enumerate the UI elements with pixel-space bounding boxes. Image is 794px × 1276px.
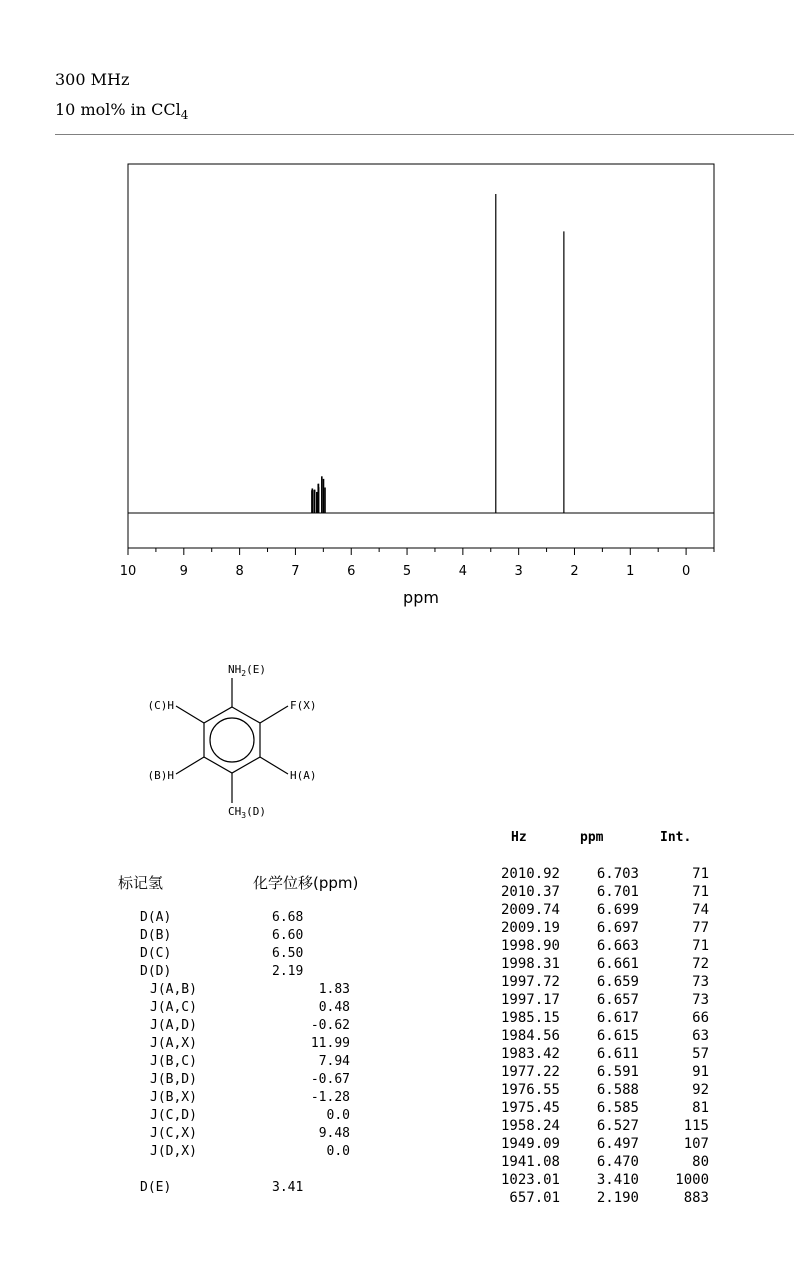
table-row: [440, 938, 720, 956]
hz-cell: 1997.72: [500, 974, 560, 990]
hz-cell: 1975.45: [500, 1100, 560, 1116]
coupling-row: [140, 1108, 380, 1126]
shift-row: [140, 910, 380, 928]
assignment-label: J(A,C): [150, 1000, 197, 1015]
coupling-row: [140, 1090, 380, 1108]
ppm-cell: 6.659: [596, 974, 639, 990]
coupling-row: [140, 1054, 380, 1072]
ppm-cell: 6.617: [596, 1010, 639, 1026]
ha-label: H(A): [290, 769, 317, 782]
hz-cell: 2010.92: [500, 866, 560, 882]
hz-cell: 1977.22: [500, 1064, 560, 1080]
intensity-cell: 66: [692, 1010, 709, 1026]
intensity-cell: 63: [692, 1028, 709, 1044]
assignment-value: 6.50: [272, 946, 304, 961]
solvent-subscript: 4: [180, 108, 189, 123]
intensity-cell: 73: [692, 992, 709, 1008]
hz-cell: 1941.08: [500, 1154, 560, 1170]
ch3-label: $CH_3(D)$: [228, 805, 266, 820]
ppm-cell: 6.591: [596, 1064, 639, 1080]
ppm-cell: 6.697: [596, 920, 639, 936]
label-header: 标记氢: [118, 874, 164, 892]
intensity-cell: 72: [692, 956, 709, 972]
table-row: [440, 902, 720, 920]
hb-label: (B)H: [147, 769, 174, 782]
shift-header: 化学位移(ppm): [253, 874, 359, 892]
x-tick-label: 9: [179, 564, 188, 579]
table-row: [440, 1136, 720, 1154]
table-row: [440, 866, 720, 884]
ppm-cell: 6.497: [596, 1136, 639, 1152]
x-tick-label: 6: [347, 564, 356, 579]
column-header-int: Int.: [660, 830, 692, 845]
hz-cell: 1983.42: [500, 1046, 560, 1062]
table-row: [440, 1118, 720, 1136]
table-row: [440, 884, 720, 902]
assignment-label: J(C,D): [150, 1108, 197, 1123]
assignment-label: J(A,X): [150, 1036, 197, 1051]
ppm-cell: 6.701: [596, 884, 639, 900]
intensity-cell: 81: [692, 1100, 709, 1116]
shift-assignment-table: [140, 910, 380, 1198]
assignment-value: 6.68: [272, 910, 304, 925]
bond-hc: [176, 706, 204, 723]
assignment-value: 11.99: [310, 1036, 350, 1051]
hz-cell: 1958.24: [500, 1118, 560, 1134]
hz-cell: 1023.01: [500, 1172, 560, 1188]
solvent-text: 10 mol% in CCl: [55, 100, 181, 119]
aromatic-circle: [210, 718, 254, 762]
assignment-value: 2.19: [272, 964, 304, 979]
benzene-ring: [204, 707, 260, 773]
assignment-value: 9.48: [318, 1126, 350, 1141]
assignment-value: 3.41: [272, 1180, 304, 1195]
ppm-cell: 6.615: [596, 1028, 639, 1044]
x-tick-label: 4: [458, 564, 467, 579]
coupling-row: [140, 1144, 380, 1162]
table-row: [440, 1064, 720, 1082]
intensity-cell: 74: [692, 902, 709, 918]
hz-cell: 2009.19: [500, 920, 560, 936]
ppm-cell: 2.190: [596, 1190, 639, 1206]
hc-label: (C)H: [147, 699, 174, 712]
ppm-cell: 6.588: [596, 1082, 639, 1098]
intensity-cell: 107: [683, 1136, 709, 1152]
assignment-label: J(A,B): [150, 982, 197, 997]
table-row: [440, 992, 720, 1010]
assignment-label: D(D): [140, 964, 172, 979]
x-tick-label: 2: [570, 564, 579, 579]
ppm-cell: 6.699: [596, 902, 639, 918]
intensity-cell: 883: [683, 1190, 709, 1206]
f-label: F(X): [290, 699, 317, 712]
ppm-cell: 6.527: [596, 1118, 639, 1134]
bond-f: [260, 706, 288, 723]
peak-list-table: [440, 866, 720, 1208]
intensity-cell: 71: [692, 938, 709, 954]
intensity-cell: 71: [692, 884, 709, 900]
table-row: [440, 920, 720, 938]
x-tick-label: 7: [291, 564, 300, 579]
hz-cell: 1976.55: [500, 1082, 560, 1098]
hz-cell: 2010.37: [500, 884, 560, 900]
hz-cell: 1998.90: [500, 938, 560, 954]
ppm-cell: 6.661: [596, 956, 639, 972]
assignment-value: 0.0: [326, 1108, 350, 1123]
assignment-label: J(B,X): [150, 1090, 197, 1105]
assignment-value: 1.83: [318, 982, 350, 997]
x-tick-label: 3: [514, 564, 523, 579]
table-row: [440, 1154, 720, 1172]
x-tick-label: 8: [235, 564, 244, 579]
assignment-label: J(C,X): [150, 1126, 197, 1141]
assignment-label: D(C): [140, 946, 172, 961]
x-tick-label: 5: [402, 564, 412, 579]
assignment-value: 0.48: [318, 1000, 350, 1015]
assignment-value: -0.67: [310, 1072, 350, 1087]
assignment-label: J(A,D): [150, 1018, 197, 1033]
table-row: [440, 956, 720, 974]
intensity-cell: 91: [692, 1064, 709, 1080]
x-tick-label: 1: [626, 564, 635, 579]
assignment-value: 6.60: [272, 928, 304, 943]
assignment-value: 7.94: [318, 1054, 350, 1069]
assignment-value: -1.28: [310, 1090, 350, 1105]
spectrometer-frequency: 300 MHz: [55, 70, 130, 89]
hz-cell: 1998.31: [500, 956, 560, 972]
shift-row: [140, 946, 380, 964]
table-row: [440, 1100, 720, 1118]
x-axis-label: ppm: [403, 588, 439, 607]
hz-cell: 657.01: [509, 1190, 560, 1206]
shift-row: [140, 928, 380, 946]
hz-cell: 1985.15: [500, 1010, 560, 1026]
intensity-cell: 80: [692, 1154, 709, 1170]
ppm-cell: 6.611: [596, 1046, 639, 1062]
shift-row: [140, 1180, 380, 1198]
x-tick-label: 0: [681, 564, 691, 579]
plot-frame: [128, 164, 714, 548]
coupling-row: [140, 1000, 380, 1018]
assignment-value: 0.0: [326, 1144, 350, 1159]
assignment-label: J(B,C): [150, 1054, 197, 1069]
table-row: [440, 1190, 720, 1208]
ppm-cell: 3.410: [596, 1172, 639, 1188]
bond-hb: [176, 757, 204, 774]
intensity-cell: 115: [683, 1118, 709, 1134]
ppm-cell: 6.585: [596, 1100, 639, 1116]
table-row: [440, 974, 720, 992]
intensity-cell: 57: [692, 1046, 709, 1062]
intensity-cell: 73: [692, 974, 709, 990]
nmr-spectrum-chart: [0, 0, 794, 620]
table-row: [440, 1082, 720, 1100]
intensity-cell: 77: [692, 920, 709, 936]
coupling-row: [140, 1072, 380, 1090]
column-header-hz: Hz: [511, 830, 527, 845]
hz-cell: 2009.74: [500, 902, 560, 918]
coupling-row: [140, 982, 380, 1000]
assignment-label: D(E): [140, 1180, 172, 1195]
assignment-value: -0.62: [310, 1018, 350, 1033]
x-tick-label: 10: [119, 564, 137, 579]
table-row: [440, 1046, 720, 1064]
ppm-cell: 6.703: [596, 866, 639, 882]
coupling-row: [140, 1126, 380, 1144]
assignment-label: J(B,D): [150, 1072, 197, 1087]
table-row: [440, 1028, 720, 1046]
assignment-label: D(B): [140, 928, 172, 943]
coupling-row: [140, 1036, 380, 1054]
shift-row: [140, 964, 380, 982]
intensity-cell: 71: [692, 866, 709, 882]
assignment-label: D(A): [140, 910, 172, 925]
assignment-label: J(D,X): [150, 1144, 197, 1159]
nh2-label: $NH_2(E)$: [228, 663, 266, 678]
ppm-cell: 6.657: [596, 992, 639, 1008]
table-row: [440, 1172, 720, 1190]
hz-cell: 1984.56: [500, 1028, 560, 1044]
bond-ha: [260, 757, 288, 774]
column-header-ppm: ppm: [580, 830, 604, 845]
ppm-cell: 6.470: [596, 1154, 639, 1170]
hz-cell: 1997.17: [500, 992, 560, 1008]
intensity-cell: 1000: [675, 1172, 709, 1188]
coupling-row: [140, 1018, 380, 1036]
ppm-cell: 6.663: [596, 938, 639, 954]
table-row: [440, 1010, 720, 1028]
hz-cell: 1949.09: [500, 1136, 560, 1152]
intensity-cell: 92: [692, 1082, 709, 1098]
